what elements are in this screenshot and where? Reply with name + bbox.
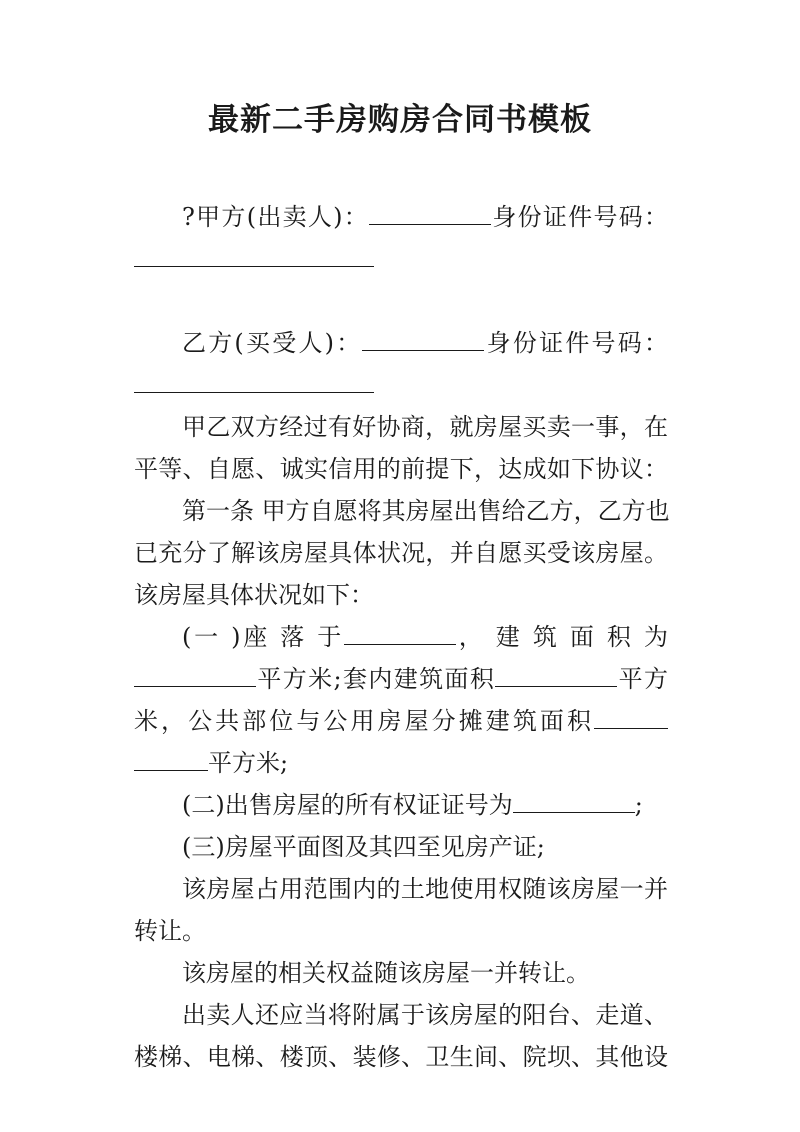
party-a-id-label: 身份证件号码： [491, 203, 669, 231]
intro-line-1: 甲乙双方经过有好协商，就房屋买卖一事，在 [182, 413, 668, 441]
party-a-name-blank [369, 198, 491, 225]
article1-line-3: 该房屋具体状况如下： [134, 581, 374, 609]
item1-location-label: (一 )座 落 于 [182, 623, 345, 651]
party-b-id-blank [134, 366, 374, 393]
item1-line-3 [134, 700, 668, 742]
item1-area-blank [134, 660, 256, 687]
party-b-label: 乙方(买受人)： [182, 329, 363, 357]
item1-location-blank [344, 618, 456, 645]
item2-line [134, 784, 668, 826]
party-a-id-line [134, 238, 668, 280]
contract-body [134, 196, 668, 1078]
item1-sqm-label: 平方米; [208, 749, 289, 777]
intro-line-2: 平等、自愿、诚实信用的前提下，达成如下协议： [134, 455, 668, 483]
rights-line: 该房屋的相关权益随该房屋一并转让。 [182, 959, 590, 987]
article1-line-2: 已充分了解该房屋具体状况，并自愿买受该房屋。 [134, 539, 668, 567]
item3-line: (三)房屋平面图及其四至见房产证; [182, 833, 545, 861]
land-line-1: 该房屋占用范围内的土地使用权随该房屋一并 [182, 875, 668, 903]
item2-label: (二)出售房屋的所有权证证号为 [182, 791, 513, 819]
party-b-line [134, 280, 668, 364]
item1-unit-label: 平方 [617, 665, 669, 693]
land-line-2: 转让。 [134, 917, 206, 945]
item1-line-1 [134, 616, 668, 658]
party-a-line [134, 196, 668, 238]
seller-duty-line-1: 出卖人还应当将附属于该房屋的阳台、走道、 [182, 1001, 668, 1029]
document-title: 最新二手房购房合同书模板 [208, 102, 592, 138]
item1-inner-area-blank [495, 660, 617, 687]
item1-line-4 [134, 742, 668, 784]
item1-shared-area-blank-b [134, 744, 208, 771]
item1-shared-area-label: 米，公共部位与公用房屋分摊建筑面积 [134, 707, 594, 735]
party-a-id-blank [134, 240, 374, 267]
item1-area-label: ， 建 筑 面 积 为 [456, 623, 668, 651]
item1-line-2 [134, 658, 668, 700]
party-a-label: ?甲方(出卖人)： [182, 203, 370, 231]
item2-cert-blank [513, 786, 635, 813]
article1-line-1: 第一条 甲方自愿将其房屋出售给乙方，乙方也 [182, 497, 670, 525]
item1-shared-area-blank-a [594, 702, 668, 729]
item1-inner-area-label: 平方米;套内建筑面积 [256, 665, 496, 693]
party-b-name-blank [362, 324, 484, 351]
item2-end: ; [634, 791, 643, 819]
seller-duty-line-2: 楼梯、电梯、楼顶、装修、卫生间、院坝、其他设 [134, 1043, 668, 1071]
party-b-id-line [134, 364, 668, 406]
party-b-id-label: 身份证件号码： [484, 329, 668, 357]
